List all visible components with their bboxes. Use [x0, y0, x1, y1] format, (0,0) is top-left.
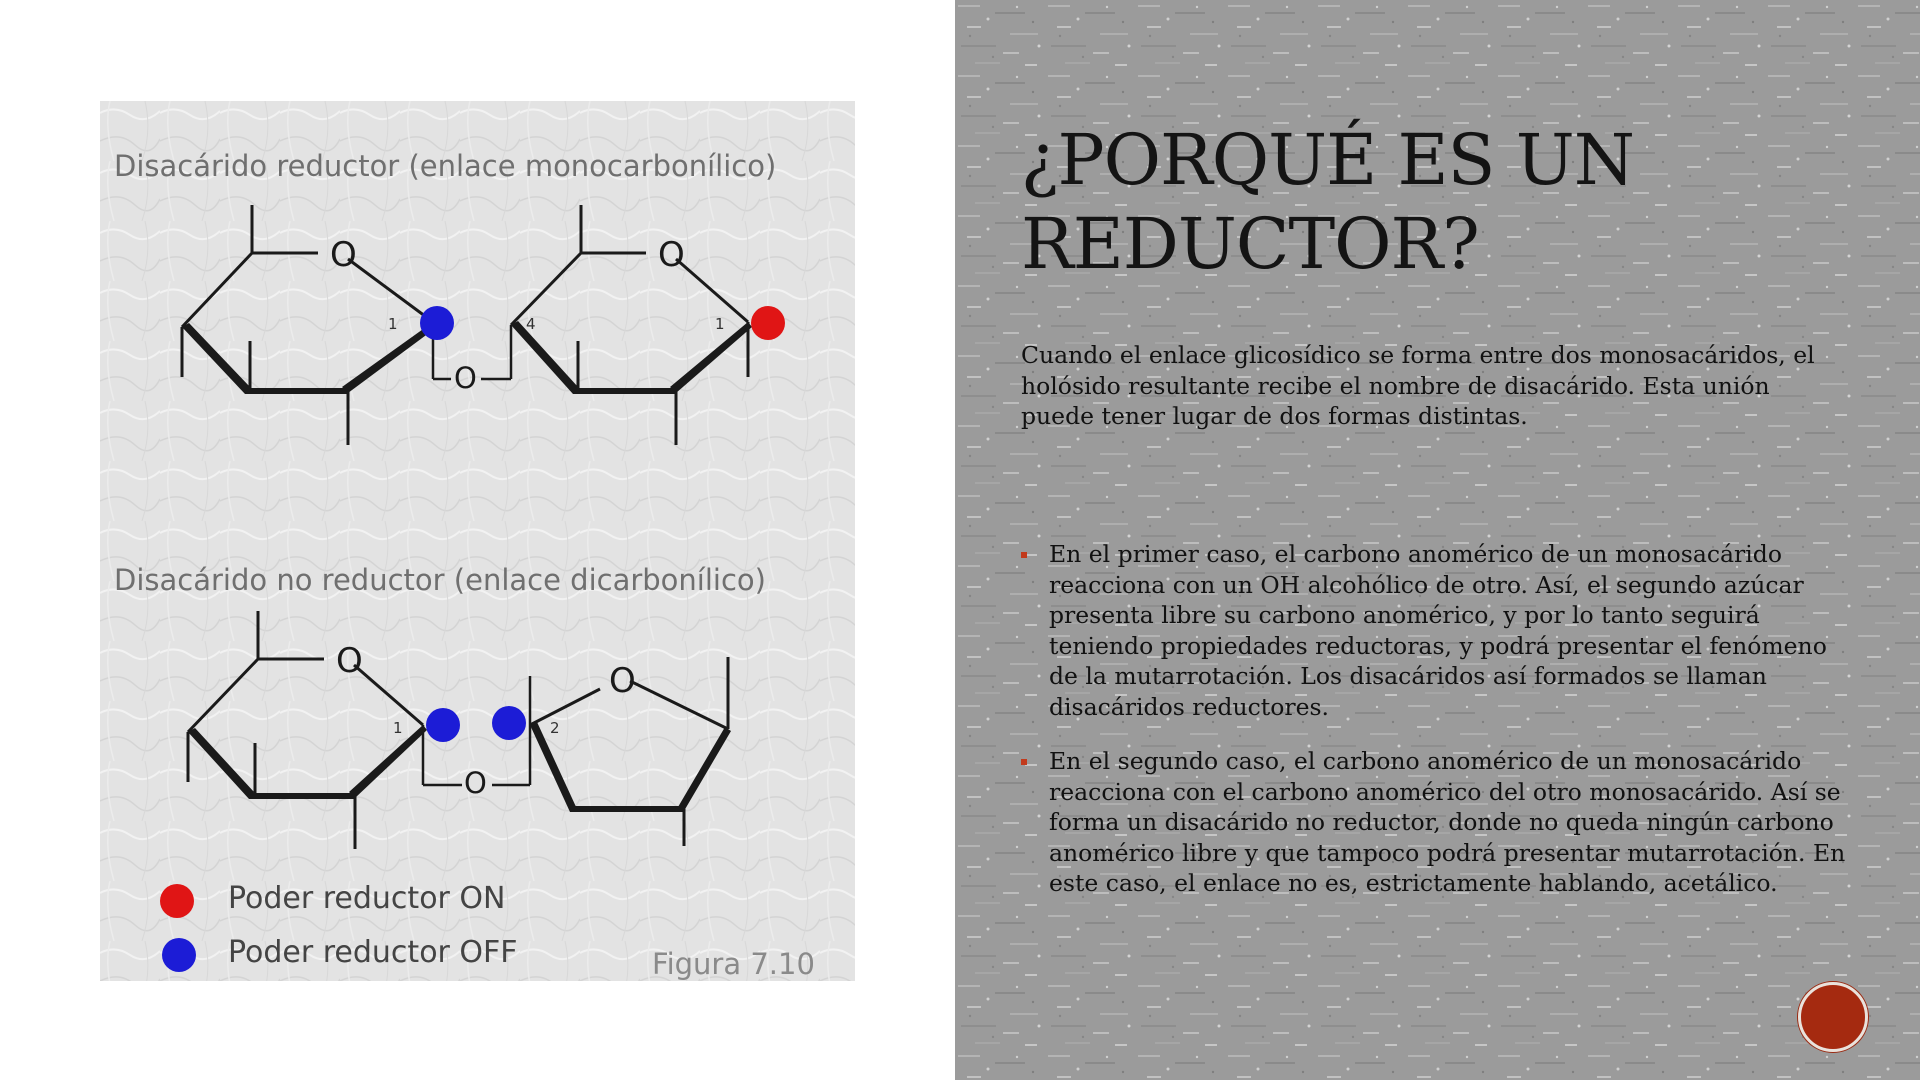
- bottom-structure-heading: Disacárido no reductor (enlace dicarbonílico): [114, 563, 766, 597]
- left-panel: [0, 0, 955, 1080]
- figure-drawing: [100, 101, 855, 981]
- intro-paragraph: Cuando el enlace glicosídico se forma entre dos monosacáridos, el holósido resultante recibe el nombre de disacárido. Esta unión puede tener lugar de dos formas distintas.: [1021, 341, 1815, 430]
- ring-oxygen-label: O: [330, 235, 357, 275]
- bullet-item: [1021, 539, 1851, 722]
- bullet-item: [1021, 746, 1851, 899]
- bullet-text: En el primer caso, el carbono anomérico de un monosacárido reacciona con un OH alcohólico de otro. Así, el segundo azúcar presenta libre su carbono anomérico, y por lo tanto seguirá teniendo propiedades reductoras, y podrá presentar el fenómeno de la mutarrotación. Los disacáridos así formados se llaman disacáridos reductores.: [1049, 540, 1827, 721]
- legend-on-label: Poder reductor ON: [228, 881, 506, 916]
- carbon-number-label: 2: [550, 719, 560, 737]
- bridge-oxygen-label: O: [454, 361, 477, 395]
- slide-nav-button[interactable]: [1798, 982, 1868, 1052]
- carbon-number-label: 1: [388, 315, 398, 333]
- top-on-dot: [751, 306, 785, 340]
- bottom-off-dot-right: [492, 706, 526, 740]
- ring-oxygen-label: O: [336, 641, 363, 681]
- legend-off-dot: [162, 938, 196, 972]
- top-off-dot: [420, 306, 454, 340]
- ring-oxygen-label: O: [658, 235, 685, 275]
- top-structure-heading: Disacárido reductor (enlace monocarbonílico): [114, 149, 777, 183]
- bottom-off-dot-left: [426, 708, 460, 742]
- bullet-text: En el segundo caso, el carbono anomérico de un monosacárido reacciona con el carbono anomérico del otro monosacárido. Así se forma un disacárido no reductor, donde no queda ningún carbono anomérico libre y que tampoco podrá presentar mutarrotación. En este caso, el enlace no es, estrictamente hablando, acetálico.: [1049, 747, 1846, 897]
- figure-caption: Figura 7.10: [652, 947, 815, 981]
- carbon-number-label: 1: [393, 719, 403, 737]
- ring-oxygen-label: O: [609, 661, 636, 701]
- bullet-square-icon: [1021, 759, 1027, 765]
- right-panel: [955, 0, 1920, 1080]
- legend-on-dot: [160, 884, 194, 918]
- carbon-number-label: 4: [526, 315, 536, 333]
- bullet-square-icon: [1021, 552, 1027, 558]
- carbon-number-label: 1: [715, 315, 725, 333]
- bullet-list: [1021, 539, 1851, 923]
- bridge-oxygen-label: O: [464, 766, 487, 800]
- slide-title: ¿PORQUÉ ES UN REDUCTOR?: [1021, 119, 1635, 285]
- figure-background: [100, 101, 855, 981]
- disaccharide-figure: [100, 101, 855, 981]
- legend-off-label: Poder reductor OFF: [228, 935, 518, 970]
